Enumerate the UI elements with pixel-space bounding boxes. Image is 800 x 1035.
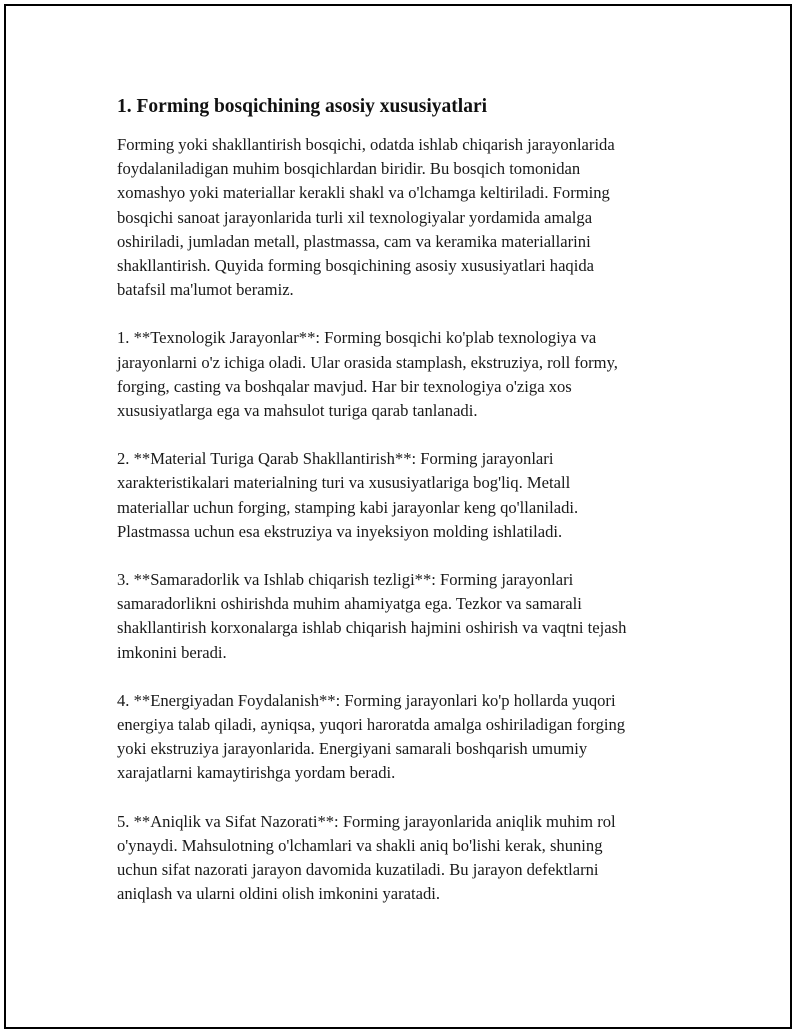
text-line: shakllantirish korxonalarga ishlab chiqarish hajmini oshirish va vaqtni tejash xyxy=(117,618,627,638)
text-line: 1. **Texnologik Jarayonlar**: Forming bosqichi ko'plab texnologiya va xyxy=(117,328,597,348)
text-line: oshiriladi, jumladan metall, plastmassa, cam va keramika materiallarini xyxy=(117,231,591,251)
text-line: o'ynaydi. Mahsulotning o'lchamlari va shakli aniq bo'lishi kerak, shuning xyxy=(117,835,603,855)
text-line: shakllantirish. Quyida forming bosqichining asosiy xususiyatlari haqida xyxy=(117,256,595,276)
text-line: Forming yoki shakllantirish bosqichi, odatda ishlab chiqarish jarayonlarida xyxy=(117,135,615,154)
list-item-technology xyxy=(117,326,697,423)
text-line: foydalaniladigan muhim bosqichlardan biridir. Bu bosqich tomonidan xyxy=(117,159,581,179)
text-line: forging, casting va boshqalar mavjud. Har bir texnologiya o'ziga xos xyxy=(117,376,572,396)
text-line: energiya talab qiladi, ayniqsa, yuqori haroratda amalga oshiriladigan forging xyxy=(117,715,626,735)
text-line: aniqlash va ularni oldini olish imkonini yaratadi. xyxy=(117,884,441,904)
text-line: materiallar uchun forging, stamping kabi jarayonlar keng qo'llaniladi. xyxy=(117,497,579,517)
text-line: 3. **Samaradorlik va Ishlab chiqarish tezligi**: Forming jarayonlari xyxy=(117,570,574,590)
list-item-material xyxy=(117,447,697,544)
text-line: batafsil ma'lumot beramiz. xyxy=(117,280,294,300)
document-body xyxy=(117,94,697,930)
list-item-energy xyxy=(117,689,697,786)
text-line: bosqichi sanoat jarayonlarida turli xil texnologiyalar yordamida amalga xyxy=(117,207,593,227)
text-line: xomashyo yoki materiallar kerakli shakl va o'lchamga keltiriladi. Forming xyxy=(117,183,610,203)
list-item-quality xyxy=(117,810,697,907)
section-heading: 1. Forming bosqichining asosiy xususiyatlari xyxy=(117,96,488,117)
text-line: 2. **Material Turiga Qarab Shakllantirish**: Forming jarayonlari xyxy=(117,449,554,469)
text-line: xarakteristikalari materialning turi va xususiyatlariga bog'liq. Metall xyxy=(117,473,571,493)
text-line: xususiyatlarga ega va mahsulot turiga qarab tanlanadi. xyxy=(117,401,478,421)
text-line: 5. **Aniqlik va Sifat Nazorati**: Forming jarayonlarida aniqlik muhim rol xyxy=(117,811,616,831)
text-line: samaradorlikni oshirishda muhim ahamiyatga ega. Tezkor va samarali xyxy=(117,594,582,614)
text-line: Plastmassa uchun esa ekstruziya va inyeksiyon molding ishlatiladi. xyxy=(117,521,563,541)
text-line: jarayonlarni o'z ichiga oladi. Ular orasida stamplash, ekstruziya, roll formy, xyxy=(117,352,618,372)
list-item-efficiency xyxy=(117,568,697,665)
text-line: imkonini beradi. xyxy=(117,642,227,662)
text-line: yoki ekstruziya jarayonlarida. Energiyani samarali boshqarish umumiy xyxy=(117,739,588,759)
text-line: uchun sifat nazorati jarayon davomida kuzatiladi. Bu jarayon defektlarni xyxy=(117,860,599,880)
text-line: 4. **Energiyadan Foydalanish**: Forming jarayonlari ko'p hollarda yuqori xyxy=(117,690,616,710)
intro-paragraph xyxy=(117,133,697,302)
text-line: xarajatlarni kamaytirishga yordam beradi. xyxy=(117,763,396,783)
